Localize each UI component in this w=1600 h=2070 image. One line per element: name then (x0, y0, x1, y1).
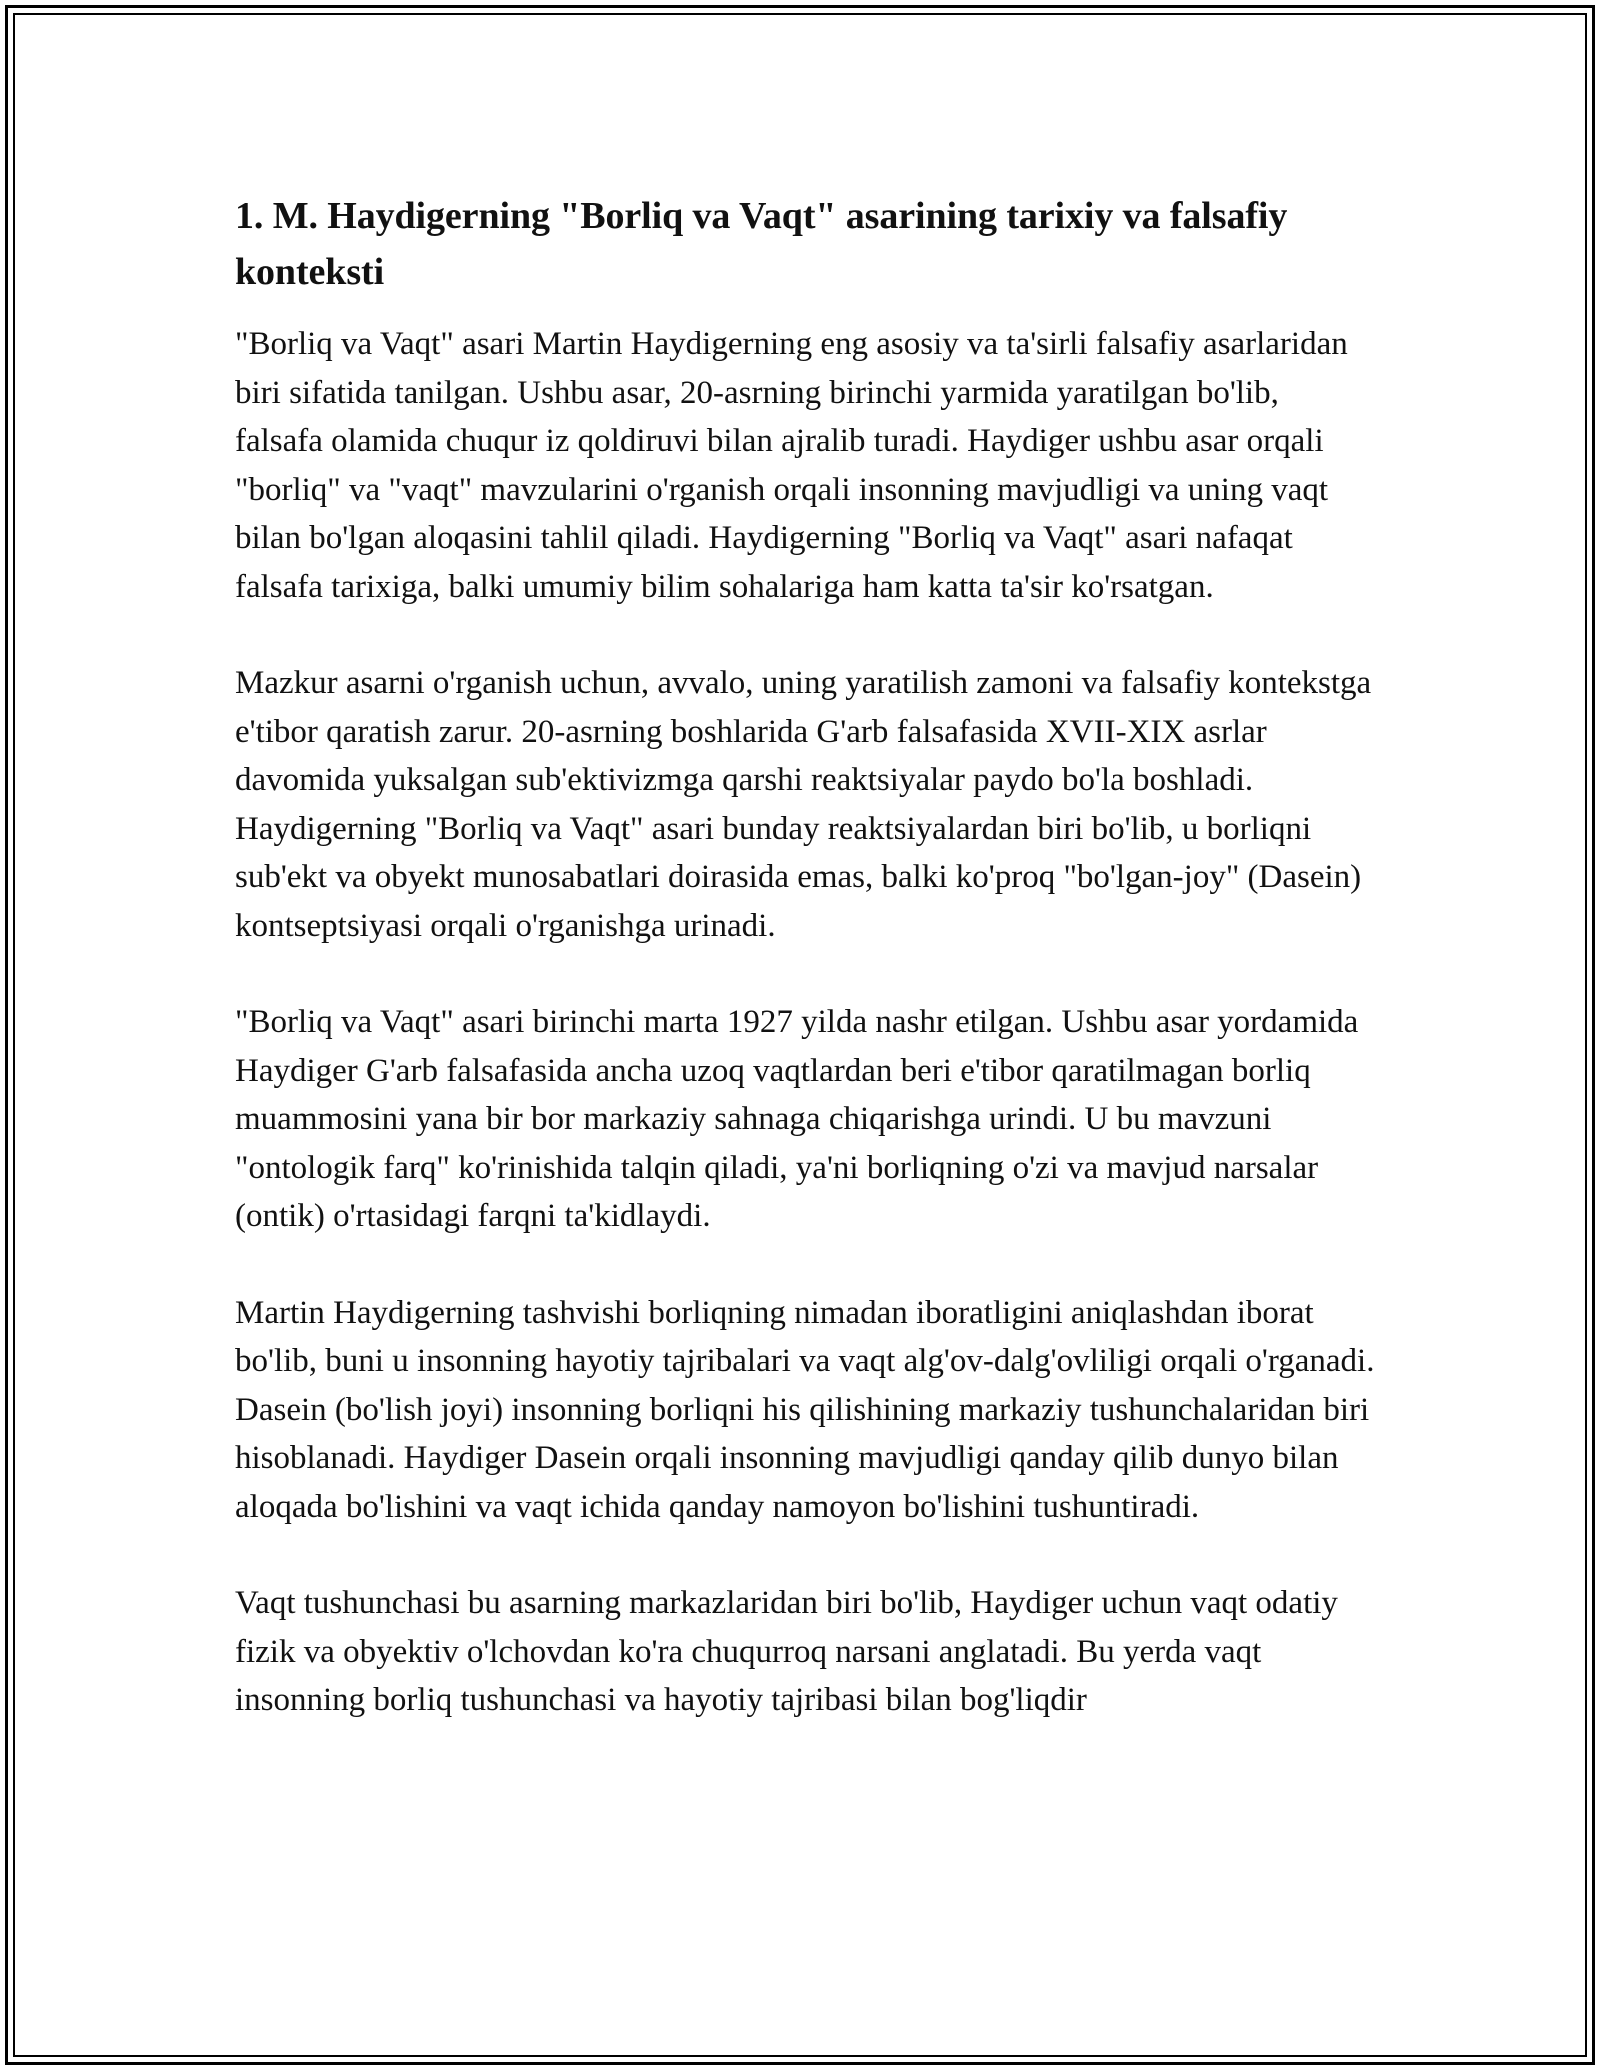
paragraph: Mazkur asarni o'rganish uchun, avvalo, uning yaratilish zamoni va falsafiy kontekstga e'tibor qaratish zarur. 20-asrning boshlarida G'arb falsafasida XVII-XIX asrlar davomida yuksalgan sub'ektivizmga qarshi reaktsiyalar paydo bo'la boshladi. Haydigerning "Borliq va Vaqt" asari bunday reaktsiyalardan biri bo'lib, u borliqni sub'ekt va obyekt munosabatlari doirasida emas, balki ko'proq "bo'lgan-joy" (Dasein) kontseptsiyasi orqali o'rganishga urinadi. (235, 665, 1372, 944)
paragraph: "Borliq va Vaqt" asari Martin Haydigerning eng asosiy va ta'sirli falsafiy asarlaridan biri sifatida tanilgan. Ushbu asar, 20-asrning birinchi yarmida yaratilgan bo'lib, falsafa olamida chuqur iz qoldiruvi bilan ajralib turadi. Haydiger ushbu asar orqali "borliq" va "vaqt" mavzularini o'rganish orqali insonning mavjudligi va uning vaqt bilan bo'lgan aloqasini tahlil qiladi. Haydigerning "Borliq va Vaqt" asari nafaqat falsafa tarixiga, balki umumiy bilim sohalariga ham katta ta'sir ko'rsatgan. (235, 326, 1348, 605)
paragraph: Vaqt tushunchasi bu asarning markazlaridan biri bo'lib, Haydiger uchun vaqt odatiy fizik va obyektiv o'lchovdan ko'ra chuqurroq narsani anglatadi. Bu yerda vaqt insonning borliq tushunchasi va hayotiy tajribasi bilan bog'liqdir (235, 1585, 1338, 1718)
paragraph: "Borliq va Vaqt" asari birinchi marta 1927 yilda nashr etilgan. Ushbu asar yordamida Haydiger G'arb falsafasida ancha uzoq vaqtlardan beri e'tibor qaratilmagan borliq muammosini yana bir bor markaziy sahnaga chiqarishga urindi. U bu mavzuni "ontologik farq" ko'rinishida talqin qiladi, ya'ni borliqning o'zi va mavjud narsalar (ontik) o'rtasidagi farqni ta'kidlaydi. (235, 1004, 1359, 1234)
document-body (235, 188, 1375, 1773)
document-title: 1. M. Haydigerning "Borliq va Vaqt" asarining tarixiy va falsafiy konteksti (235, 195, 1288, 293)
paragraph: Martin Haydigerning tashvishi borliqning nimadan iboratligini aniqlashdan iborat bo'lib, buni u insonning hayotiy tajribalari va vaqt alg'ov-dalg'ovliligi orqali o'rganadi. Dasein (bo'lish joyi) insonning borliqni his qilishining markaziy tushunchalaridan biri hisoblanadi. Haydiger Dasein orqali insonning mavjudligi qanday qilib dunyo bilan aloqada bo'lishini va vaqt ichida qanday namoyon bo'lishini tushuntiradi. (235, 1294, 1375, 1525)
